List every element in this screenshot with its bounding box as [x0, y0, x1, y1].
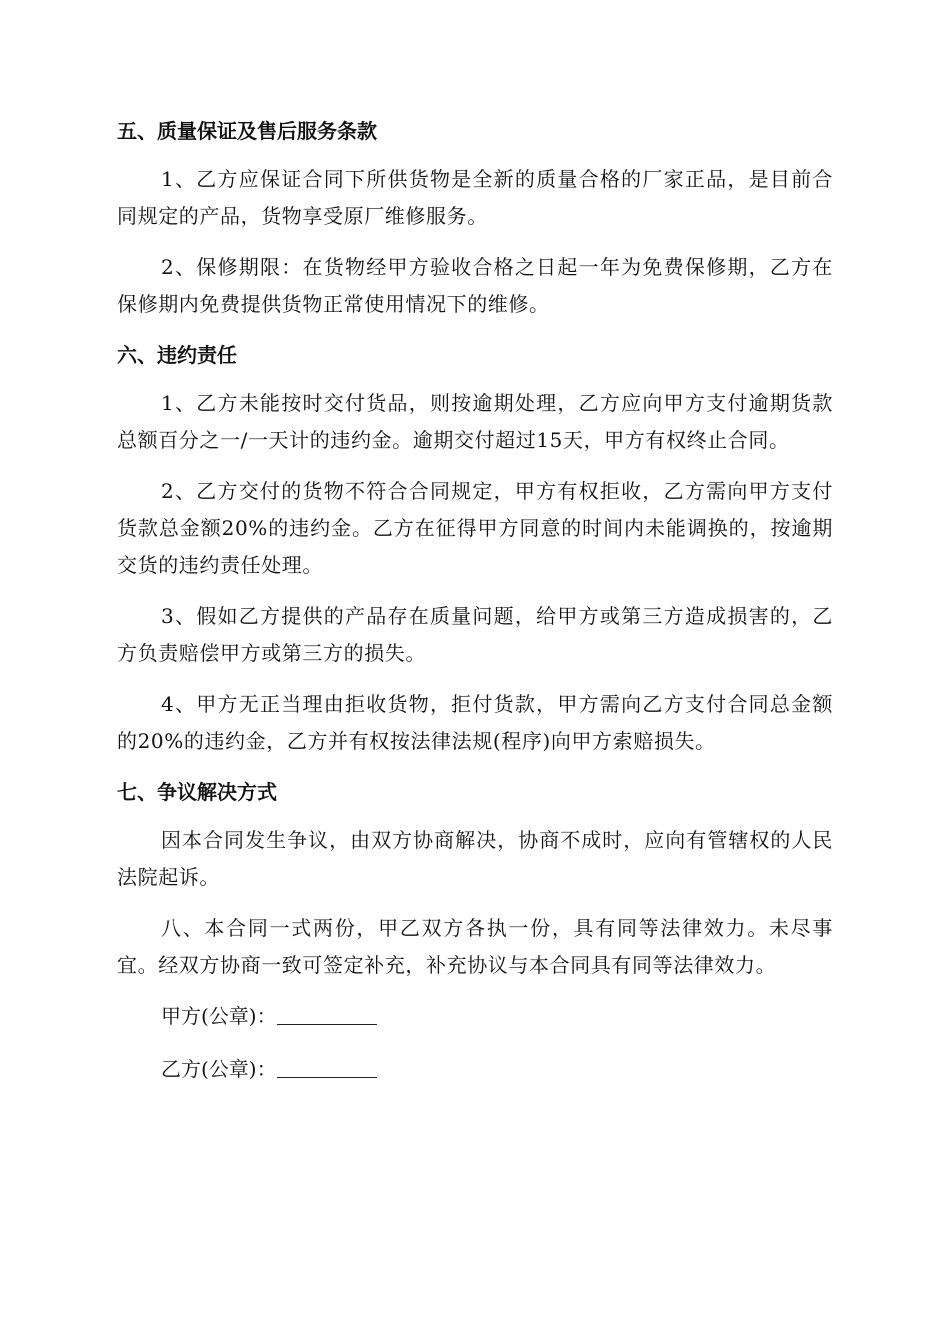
section-7-clause-1: 因本合同发生争议，由双方协商解决，协商不成时，应向有管辖权的人民法院起诉。 [117, 828, 833, 889]
party-b-label: 乙方(公章)： [161, 1057, 277, 1081]
party-a-label: 甲方(公章)： [161, 1004, 277, 1028]
section-6-clause-3: 3、假如乙方提供的产品存在质量问题，给甲方或第三方造成损害的，乙方负责赔偿甲方或第三方的损失。 [117, 604, 833, 665]
section-5-clause-1: 1、乙方应保证合同下所供货物是全新的质量合格的厂家正品，是目前合同规定的产品，货物享受原厂维修服务。 [117, 167, 833, 228]
party-a-signature [117, 998, 833, 1034]
section-8-clause: 八、本合同一式两份，甲乙双方各执一份，具有同等法律效力。未尽事宜。经双方协商一致可签定补充，补充协议与本合同具有同等法律效力。 [117, 916, 833, 977]
section-6-heading: 六、违约责任 [117, 343, 237, 367]
section-6-clause-1: 1、乙方未能按时交付货品，则按逾期处理，乙方应向甲方支付逾期货款总额百分之一/一天计的违约金。逾期交付超过15天，甲方有权终止合同。 [117, 391, 833, 452]
party-b-signature-line [277, 1076, 377, 1078]
party-a-signature-line [277, 1023, 377, 1025]
section-5-heading: 五、质量保证及售后服务条款 [117, 119, 377, 143]
party-b-signature [117, 1051, 833, 1087]
section-6-clause-4: 4、甲方无正当理由拒收货物，拒付货款，甲方需向乙方支付合同总金额的20%的违约金，乙方并有权按法律法规(程序)向甲方索赔损失。 [117, 692, 833, 753]
section-5-clause-2: 2、保修期限：在货物经甲方验收合格之日起一年为免费保修期，乙方在保修期内免费提供货物正常使用情况下的维修。 [117, 255, 833, 316]
contract-page [117, 113, 833, 1104]
section-6-clause-2: 2、乙方交付的货物不符合合同规定，甲方有权拒收，乙方需向甲方支付货款总金额20%的违约金。乙方在征得甲方同意的时间内未能调换的，按逾期交货的违约责任处理。 [117, 479, 833, 577]
section-7-heading: 七、争议解决方式 [117, 780, 277, 804]
